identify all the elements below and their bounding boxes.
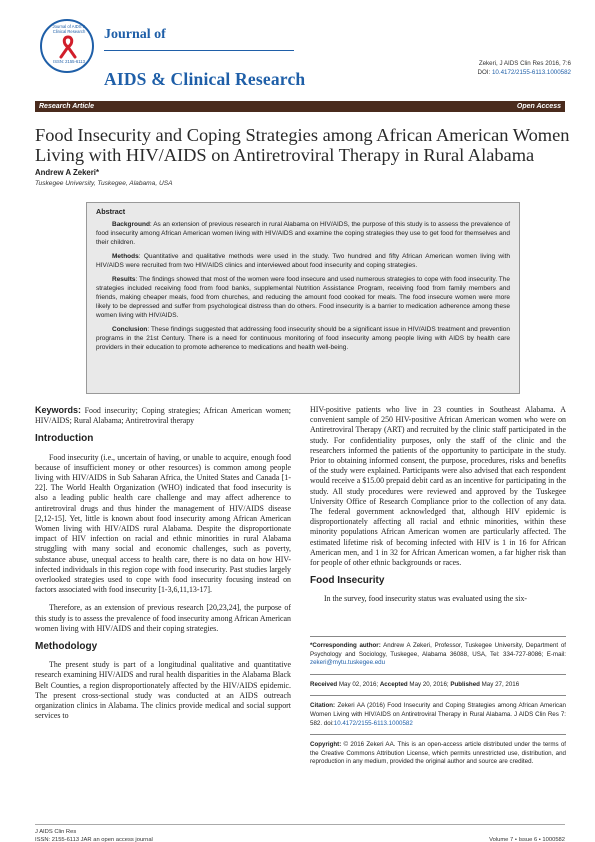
- page-footer: [35, 824, 565, 842]
- keywords-text: Food insecurity; Coping strategies; African American women; HIV/AIDS; Rural Alabama; Antiretroviral therapy: [35, 406, 291, 426]
- keywords: [35, 405, 291, 426]
- published-date: May 27, 2016: [479, 680, 520, 688]
- open-access-label: Open Access: [516, 103, 561, 110]
- methods-label: Methods: [112, 253, 139, 260]
- logo-issn: ISSN: 2155-6113: [53, 59, 85, 64]
- header-citation: Zekeri, J AIDS Clin Res 2016, 7:6: [478, 60, 571, 67]
- results-text: : The findings showed that most of the women were food insecure and used numerous strategies to cope with food insecurity. The strategies included receiving food from food banks, supplemental Nutrition Assistance Program, receiving food from family members and friends, making cheaper meals, food from churches, and reducing the amount food cooked for meals. The food insecure women were more likely to be depressed and suffer from psychological distress than do others. Food insecurity is a barrier to medication adherence among these women living with HIV/AIDS.: [96, 276, 510, 319]
- citation-label: Citation:: [310, 702, 336, 710]
- article-type-bar: [35, 101, 565, 112]
- footnote-divider-3: [310, 734, 566, 735]
- author-name: Andrew A Zekeri*: [35, 168, 99, 177]
- corr-text: Andrew A Zekeri, Professor, Tuskegee University, Department of Psychology and Sociology, Tuskegee, Alabama 36088, USA, Tel: 334-727-8086; E-mail:: [310, 642, 566, 658]
- footnote-divider-2: [310, 695, 566, 696]
- citation-box: [478, 59, 572, 77]
- right-column: [310, 405, 566, 613]
- citation-doi-link[interactable]: 10.4172/2155-6113.1000582: [333, 719, 413, 727]
- abstract-heading: Abstract: [96, 207, 126, 216]
- footnote-divider: [310, 674, 566, 675]
- footer-left: [35, 828, 153, 842]
- journal-name: AIDS & Clinical Research: [104, 69, 306, 89]
- copyright-label: Copyright:: [310, 741, 342, 749]
- journal-of-label: Journal of: [104, 27, 166, 42]
- intro-paragraph-1: Food insecurity (i.e., uncertain of having, or unable to acquire, enough food because of insufficient money or other resources) is common among people living with HIV/AIDS in Sub Saharan Africa, the United States and Canada [1-22]. The World Health Organization (WHO) indicated that food insecurity is also a leading public health care challenge and may affect adherence to antiretroviral drugs and thus hinder the management of HIV/AIDS disease [2,12-15]. Yet, little is known about food insecurity among African American Women living with HIV/AIDS rural Alabama. Despite the disproportionate impact of HIV infection on racial and ethnic minorities in rural Alabama struggling with many social and economic challenges, such as poverty, substance abuse, unequal access to health care, there is no data on how HIV-infected individuals in this region cope with food insecurity. Past studies largely overlooked strategies used to cope with food insecurity focusing instead on factors associated with food insecurity [1-3,6,11,13-17].: [35, 452, 291, 595]
- doi-label: DOI:: [477, 69, 491, 76]
- received-date: May 02, 2016;: [337, 680, 380, 688]
- abstract-results: [96, 275, 510, 320]
- received-label: Received: [310, 680, 338, 688]
- accepted-date: May 20, 2016;: [407, 680, 451, 688]
- abstract-conclusion: [96, 325, 510, 352]
- author-affiliation: Tuskegee University, Tuskegee, Alabama, USA: [35, 180, 173, 187]
- corr-label: *Corresponding author:: [310, 642, 381, 649]
- citation-text: Zekeri AA (2016) Food Insecurity and Coping Strategies among African American Women Living with HIV/AIDS on Antiretroviral Therapy in Rural Alabama. J AIDS Clin Res 7: 582. doi:: [310, 702, 566, 727]
- header-doi-line: [478, 68, 572, 77]
- introduction-heading: Introduction: [35, 433, 94, 445]
- red-ribbon-icon: [58, 35, 78, 59]
- background-text: : As an extension of previous research in rural Alabama on HIV/AIDS, the purpose of this study is to assess the prevalence of food insecurity among African American women living with HIV/AIDS and examine the coping strategies they use to get food for themselves and their children.: [96, 221, 510, 246]
- copyright-text: © 2016 Zekeri AA. This is an open-access article distributed under the terms of the Creative Commons Attribution License, which permits unrestricted use, distribution, and reproduction in any medium, provided the original author and source are credited.: [310, 741, 566, 766]
- methodology-paragraph-1: The present study is part of a longitudinal qualitative and quantitative research examining HIV/AIDS and rural health disparities in the Alabama Black Belt Counties, a region disproportionately affected by the HIV/AIDS epidemic. The present cross-sectional study was conducted at an AIDS outreach organization clinics in Alabama. The clinics provide medical and social support services to: [35, 660, 291, 721]
- copyright-note: [310, 741, 566, 767]
- logo-ring-text: Journal of AIDS & Clinical Research: [52, 24, 86, 34]
- right-paragraph-1: HIV-positive patients who live in 23 counties in Southeast Alabama. A convenient sample of 250 HIV-positive African American women who were on Antiretroviral Therapy (ART) and recruited by the clinic staff participated in the study. For confidentiality purposes, only the staff of the clinic and the researchers informed the patients of the opportunity to participate in the study. Prior to obtaining informed consent, the purpose, procedures, risks and benefits of the study were explained. Participants were also advised that each respondent would receive a $15.00 prepaid debit card as an incentive for participating in the study. All study procedures were reviewed and approved by the Tuskegee University Office of Research Compliance prior to the collection of any data. The federal government acknowledged that, although HIV epidemic is disproportionately affecting all racial and ethnic minorities, within these minority populations African American women are particularly affected. The estimated lifetime risk of becoming infected with HIV is 1 in 16 for African American men, and 1 in 32 for African American women, a far higher risk than for people of other ethnic backgrounds or races.: [310, 405, 566, 568]
- results-label: Results: [112, 276, 136, 283]
- methods-text: : Quantitative and qualitative methods were used in the study. Two hundred and fifty African American women living with HIV/AIDS were recruited from two HIV/AIDS clinics and interviewed about food insecurity and coping strategies.: [96, 253, 510, 269]
- background-label: Background: [112, 221, 150, 228]
- footnote-block: [310, 636, 566, 773]
- conclusion-label: Conclusion: [112, 326, 148, 333]
- email-link[interactable]: zekeri@mytu.tuskegee.edu: [310, 659, 386, 667]
- left-column: [35, 405, 291, 729]
- footer-journal: J AIDS Clin Res: [35, 829, 77, 835]
- article-type: Research Article: [39, 103, 94, 110]
- keywords-label: Keywords:: [35, 405, 82, 415]
- food-insecurity-heading: Food Insecurity: [310, 575, 385, 587]
- header-rule: [104, 50, 294, 51]
- intro-paragraph-2: Therefore, as an extension of previous research [20,23,24], the purpose of this study is to assess the prevalence of food insecurity among African American women living with HIV/AIDS and their coping strategies.: [35, 603, 291, 633]
- abstract-box: [86, 202, 520, 394]
- abstract-background: [96, 220, 510, 247]
- conclusion-text: : These findings suggested that addressing food insecurity should be a significant issue in HIV/AIDS treatment and prevention programs in the 21st Century. There is a need for continuous monitoring of food insecurity among people living with AIDS by health care providers in their education to promote adherence to medications and health well-being.: [96, 326, 510, 351]
- accepted-label: Accepted: [379, 680, 408, 688]
- article-title: Food Insecurity and Coping Strategies among African American Women Living with HIV/AIDS on Antiretroviral Therapy in Rural Alabama: [35, 125, 570, 165]
- dates-line: [310, 681, 566, 690]
- footer-issn: ISSN: 2155-6113 JAR an open access journal: [35, 837, 153, 842]
- published-label: Published: [450, 680, 480, 688]
- methodology-heading: Methodology: [35, 641, 98, 653]
- food-insecurity-paragraph: In the survey, food insecurity status was evaluated using the six-: [324, 594, 528, 604]
- doi-link[interactable]: 10.4172/2155-6113.1000582: [491, 69, 571, 76]
- abstract-methods: [96, 252, 510, 270]
- journal-logo: [40, 19, 94, 73]
- footer-volume: Volume 7 • Issue 6 • 1000582: [489, 837, 565, 842]
- citation-note: [310, 702, 566, 728]
- corresponding-author: [310, 642, 566, 668]
